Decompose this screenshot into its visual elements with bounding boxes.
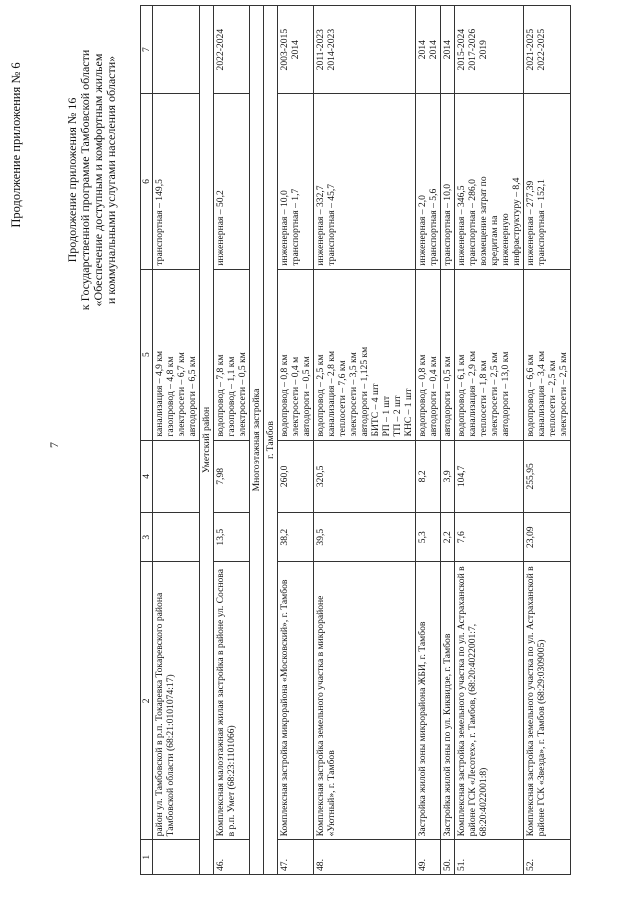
area-value: 5,3 <box>416 513 441 562</box>
cell-line: транспортная – 286,0 <box>467 179 478 266</box>
cell-line: электросети – 0,5 км <box>237 352 248 437</box>
header-line: Продолжение приложения № 16 <box>65 97 79 263</box>
cell-line: 2022-2025 <box>536 28 547 71</box>
column-header: 2 <box>141 562 153 840</box>
object-name: Комплексная застройка земельного участка по ул. Астраханской в районе ГСК «Лесотех», г. Тамбов, (68:20:4022001:7, 68:20:4022001:8) <box>455 562 524 840</box>
cell-line: транспортная – 5,6 <box>428 188 439 266</box>
row-number: 46. <box>214 840 250 875</box>
cell-line: БИТС – 4 шт <box>370 383 381 437</box>
section-title: г. Тамбов <box>264 6 278 875</box>
cell-line: 2014-2023 <box>326 28 337 71</box>
area-value: 39,5 <box>314 513 416 562</box>
object-name: Застройка жилой зоны по ул. Киквидзе, г. Тамбов <box>441 562 455 840</box>
column-header: 5 <box>141 269 153 440</box>
section-row <box>264 6 278 875</box>
cell-line: газопровод – 1,1 км <box>226 356 237 437</box>
infrastructure-list <box>314 269 416 440</box>
row-number <box>153 840 200 875</box>
table-row <box>214 6 250 875</box>
housing-volume: 3,9 <box>441 440 455 513</box>
section-row <box>250 6 264 875</box>
cell-line: 2011-2023 <box>315 29 326 71</box>
cell-line: ТП – 2 шт <box>392 395 403 437</box>
funding-list <box>416 94 441 269</box>
cell-line: 2022-2024 <box>215 28 226 71</box>
cell-line: кредитам на <box>489 215 500 266</box>
cell-line: водопровод – 6,6 км <box>525 354 536 437</box>
cell-line: инженерная – 346,5 <box>456 185 467 266</box>
cell-line: КНС – 1 шт <box>403 388 414 437</box>
cell-line: электросети – 6,7 км <box>176 352 187 437</box>
cell-line: инфраструктуру – 8,4 <box>511 177 522 266</box>
cell-line: транспортная – 1,7 <box>290 188 301 266</box>
header-line: и коммунальными услугами населения области» <box>104 55 118 305</box>
housing-volume <box>153 440 200 513</box>
objects-table <box>140 5 571 875</box>
cell-line: автодороги – 1,125 км <box>359 346 370 437</box>
table-row <box>416 6 441 875</box>
period-list <box>278 6 314 94</box>
infrastructure-list <box>455 269 524 440</box>
cell-line: 2014 <box>290 40 301 60</box>
housing-volume: 255,95 <box>524 440 571 513</box>
table-row <box>278 6 314 875</box>
cell-line: автодороги – 0,4 км <box>428 356 439 437</box>
continuation-app6: Продолжение приложения № 6 <box>9 62 23 228</box>
cell-line: транспортная – 10,0 <box>442 183 453 266</box>
cell-line: канализация – 3,4 км <box>536 350 547 437</box>
cell-line: возмещение затрат по <box>478 176 489 266</box>
cell-line: инженерная – 277,39 <box>525 180 536 266</box>
cell-line: теплосети – 1,8 км <box>478 360 489 437</box>
cell-line: водопровод – 7,8 км <box>215 354 226 437</box>
header-line: к Государственной программе Тамбовской области <box>78 49 92 311</box>
cell-line: канализация – 2,8 км <box>326 350 337 437</box>
funding-list <box>278 94 314 269</box>
cell-line: 2003-2015 <box>279 28 290 71</box>
area-value: 7,6 <box>455 513 524 562</box>
housing-volume: 260,0 <box>278 440 314 513</box>
row-number: 47. <box>278 840 314 875</box>
cell-line: инженерная – 2,0 <box>417 195 428 266</box>
cell-line: теплосети – 7,6 км <box>337 360 348 437</box>
housing-volume: 7,98 <box>214 440 250 513</box>
table-row <box>314 6 416 875</box>
page-number: 7 <box>47 442 61 448</box>
infrastructure-list <box>524 269 571 440</box>
cell-line: канализация – 4,9 км <box>154 350 165 437</box>
section-title: Уметский район <box>200 6 214 875</box>
funding-list <box>314 94 416 269</box>
cell-line: газопровод – 4,8 км <box>165 356 176 437</box>
cell-line: инженерная – 10,0 <box>279 190 290 266</box>
cell-line: теплосети – 2,5 км <box>547 360 558 437</box>
cell-line: водопровод – 0,8 км <box>279 354 290 437</box>
housing-volume: 104,7 <box>455 440 524 513</box>
period-list <box>214 6 250 94</box>
cell-line: канализация – 2,9 км <box>467 350 478 437</box>
funding-list <box>153 94 200 269</box>
period-list <box>455 6 524 94</box>
cell-line: водопровод – 6,1 км <box>456 354 467 437</box>
header-block <box>66 15 118 345</box>
area-value <box>153 513 200 562</box>
cell-line: электросети – 0,4 м <box>290 356 301 437</box>
table-row <box>524 6 571 875</box>
area-value: 2,2 <box>441 513 455 562</box>
object-name: район ул. Тамбовской в р.п. Токаревка Токаревского района Тамбовской области (68:21:0101074:17) <box>153 562 200 840</box>
cell-line: РП – 1 шт <box>381 395 392 437</box>
cell-line: электросети – 2,5 км <box>558 352 569 437</box>
section-row <box>200 6 214 875</box>
funding-list <box>214 94 250 269</box>
area-value: 23,09 <box>524 513 571 562</box>
cell-line: инженерная – 332,7 <box>315 185 326 266</box>
cell-line: 2014 <box>442 40 453 60</box>
cell-line: транспортная – 149,5 <box>154 179 165 266</box>
cell-line: автодороги – 0,5 км <box>301 356 312 437</box>
row-number: 51. <box>455 840 524 875</box>
infrastructure-list <box>278 269 314 440</box>
cell-line: 2017-2026 <box>467 28 478 71</box>
cell-line: автодороги – 13,0 км <box>500 351 511 437</box>
period-list <box>153 6 200 94</box>
housing-volume: 8,2 <box>416 440 441 513</box>
cell-line: транспортная – 45,7 <box>326 183 337 266</box>
cell-line: электросети – 2,5 км <box>489 352 500 437</box>
row-number: 50. <box>441 840 455 875</box>
cell-line: 2014 <box>428 40 439 60</box>
cell-line: инженерная – 50,2 <box>215 190 226 266</box>
object-name: Комплексная застройка земельного участка по ул. Астраханской в районе ГСК «Звезда», г. Тамбов (68:29:0309005) <box>524 562 571 840</box>
housing-volume: 320,5 <box>314 440 416 513</box>
cell-line: электросети – 3,5 км <box>348 352 359 437</box>
cell-line: водопровод – 2,5 км <box>315 354 326 437</box>
funding-list <box>455 94 524 269</box>
row-number: 48. <box>314 840 416 875</box>
row-number: 52. <box>524 840 571 875</box>
column-header: 7 <box>141 6 153 94</box>
section-title: Многоэтажная застройка <box>250 6 264 875</box>
column-header: 1 <box>141 840 153 875</box>
infrastructure-list <box>153 269 200 440</box>
cell-line: транспортная – 152,1 <box>536 179 547 266</box>
cell-line: автодороги – 0,5 км <box>442 356 453 437</box>
period-list <box>524 6 571 94</box>
cell-line: 2021-2025 <box>525 28 536 71</box>
funding-list <box>441 94 455 269</box>
funding-list <box>524 94 571 269</box>
column-header: 3 <box>141 513 153 562</box>
object-name: Комплексная застройка земельного участка в микрорайоне «Уютный», г. Тамбов <box>314 562 416 840</box>
object-name: Комплексная малоэтажная жилая застройка в районе ул. Соснова в р.п. Умет (68:23:1101066) <box>214 562 250 840</box>
column-header: 6 <box>141 94 153 269</box>
cell-line: 2014 <box>417 40 428 60</box>
cell-line: водопровод – 0,8 км <box>417 354 428 437</box>
table-header-row <box>141 6 153 875</box>
cell-line: инженерную <box>500 213 511 266</box>
cell-line: 2015-2024 <box>456 28 467 71</box>
area-value: 13,5 <box>214 513 250 562</box>
cell-line: 2019 <box>478 40 489 60</box>
infrastructure-list <box>214 269 250 440</box>
table-row <box>153 6 200 875</box>
period-list <box>441 6 455 94</box>
column-header: 4 <box>141 440 153 513</box>
row-number: 49. <box>416 840 441 875</box>
header-line: «Обеспечение доступным и комфортным жильем <box>91 53 105 307</box>
object-name: Комплексная застройка микрорайона «Московский», г. Тамбов <box>278 562 314 840</box>
infrastructure-list <box>416 269 441 440</box>
area-value: 38,2 <box>278 513 314 562</box>
infrastructure-list <box>441 269 455 440</box>
period-list <box>314 6 416 94</box>
cell-line: автодороги – 6,5 км <box>187 356 198 437</box>
table-row <box>441 6 455 875</box>
table-row <box>455 6 524 875</box>
period-list <box>416 6 441 94</box>
object-name: Застройка жилой зоны микрорайона ЖБИ, г. Тамбов <box>416 562 441 840</box>
